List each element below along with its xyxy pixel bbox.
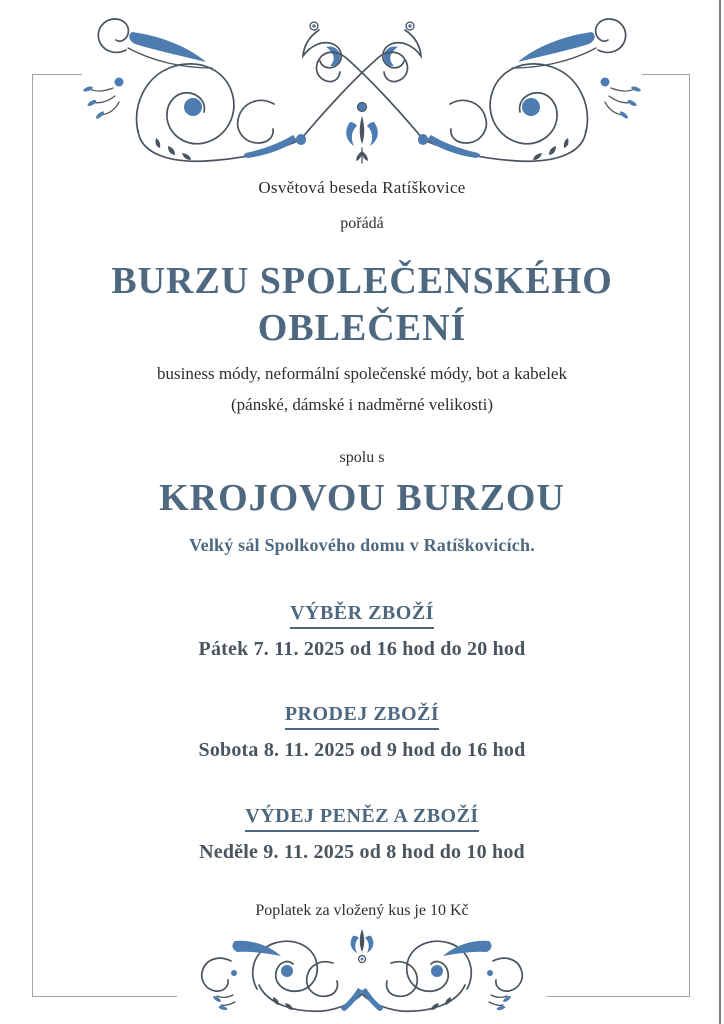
schedule-heading-sale-text: PRODEJ ZBOŽÍ xyxy=(285,703,439,730)
organizes-line: pořádá xyxy=(340,215,384,232)
top-flourish-ornament xyxy=(82,10,642,170)
event-title-line2: OBLEČENÍ xyxy=(257,307,467,349)
schedule-time-pickup: Pátek 7. 11. 2025 od 16 hod do 20 hod xyxy=(198,638,526,660)
fee-note: Poplatek za vložený kus je 10 Kč xyxy=(255,902,469,919)
schedule-time-return: Neděle 9. 11. 2025 od 8 hod do 10 hod xyxy=(199,841,525,863)
schedule-heading-pickup xyxy=(0,602,724,629)
schedule-heading-return-text: VÝDEJ PENĚZ A ZBOŽÍ xyxy=(245,805,478,832)
schedule-heading-pickup-text: VÝBĚR ZBOŽÍ xyxy=(290,602,434,629)
venue-line: Velký sál Spolkového domu v Ratíškovicích. xyxy=(189,535,535,555)
schedule-heading-return xyxy=(0,805,724,832)
event-subtitle-sizes: (pánské, dámské i nadměrné velikosti) xyxy=(230,395,493,414)
together-with-line: spolu s xyxy=(339,449,385,466)
second-event-title: KROJOVOU BURZOU xyxy=(159,477,565,519)
event-subtitle: business módy, neformální společenské módy, bot a kabelek xyxy=(157,364,567,383)
event-title xyxy=(0,258,724,352)
schedule-time-sale: Sobota 8. 11. 2025 od 9 hod do 16 hod xyxy=(198,739,526,761)
bottom-flourish-ornament xyxy=(177,925,547,1022)
schedule-heading-sale xyxy=(0,703,724,730)
organizer-line: Osvětová beseda Ratíškovice xyxy=(258,178,466,197)
event-title-line1: BURZU SPOLEČENSKÉHO xyxy=(111,260,613,302)
